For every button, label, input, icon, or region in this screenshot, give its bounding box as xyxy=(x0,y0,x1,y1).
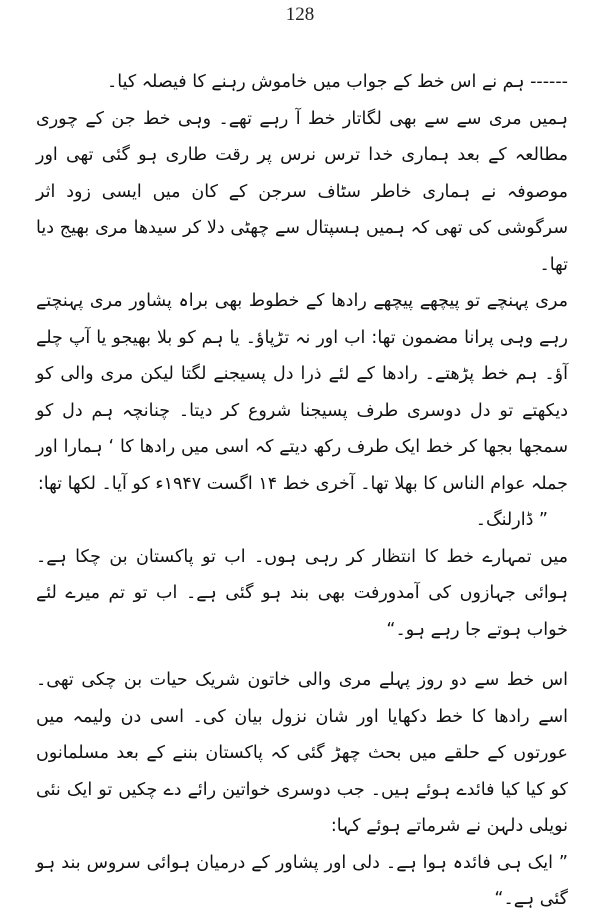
paragraph: مری پہنچے تو پیچھے پیچھے رادھا کے خطوط بھی براہ پشاور مری پہنچتے رہے وہی پرانا مضمون تھا: اب اور نہ تڑپاؤ۔ یا ہم کو بلا بھیجو یا آپ چلے آؤ۔ ہم خط پڑھتے۔ رادھا کے لئے ذرا دل پسیجنے لگتا لیکن مری والی کو دیکھتے تو دل دوسری طرف پسیجنا شروع کر دیتا۔ چنانچہ ہم دل کو سمجھا بجھا کر خط ایک طرف رکھ دیتے کہ اسی میں رادھا کا ‘ ہمارا اور جملہ عوام الناس کا بھلا تھا۔ آخری خط ۱۴ اگست ۱۹۴۷ء کو آیا۔ لکھا تھا: xyxy=(36,291,568,494)
paragraph: اس خط سے دو روز پہلے مری والی خاتون شریک حیات بن چکی تھی۔ اسے رادھا کا خط دکھایا اور شان نزول بیان کی۔ اسی دن ولیمہ میں عورتوں کے حلقے میں بحث چھڑ گئی کہ پاکستان بننے کے بعد مسلمانوں کو کیا کیا فائدے ہوئے ہیں۔ جب دوسری خواتین رائے دے چکیں تو ایک نئی نویلی دلہن نے شرماتے ہوئے کہا: xyxy=(36,670,568,836)
paragraph: ہمیں مری سے سے بھی لگاتار خط آ رہے تھے۔ وہی خط جن کے چوری مطالعہ کے بعد ہماری خدا ترس نرس پر رقت طاری ہو گئی تھی اور موصوفہ نے ہماری خاطر سٹاف سرجن کے کان میں ایسی زود اثر سرگوشی کی تھی کہ ہمیں ہسپتال سے چھٹی دلا کر سیدھا مری بھیج دیا تھا۔ xyxy=(36,108,568,275)
page-number: 128 xyxy=(285,4,315,25)
letter-salutation: ” ڈارلنگ۔ xyxy=(475,510,548,530)
paragraph-gap xyxy=(36,648,568,662)
page-body xyxy=(36,64,568,918)
letter-body: میں تمہارے خط کا انتظار کر رہی ہوں۔ اب تو پاکستان بن چکا ہے۔ ہوائی جہازوں کی آمدورفت بھی بند ہو گئی ہے۔ اب تو تم میرے لئے خواب ہوتے جا رہے ہو۔“ xyxy=(36,546,568,640)
paragraph: ------ ہم نے اس خط کے جواب میں خاموش رہنے کا فیصلہ کیا۔ xyxy=(107,72,568,92)
quote: ” ایک ہی فائدہ ہوا ہے۔ دلی اور پشاور کے درمیان ہوائی سروس بند ہو گئی ہے۔“ xyxy=(36,852,568,909)
